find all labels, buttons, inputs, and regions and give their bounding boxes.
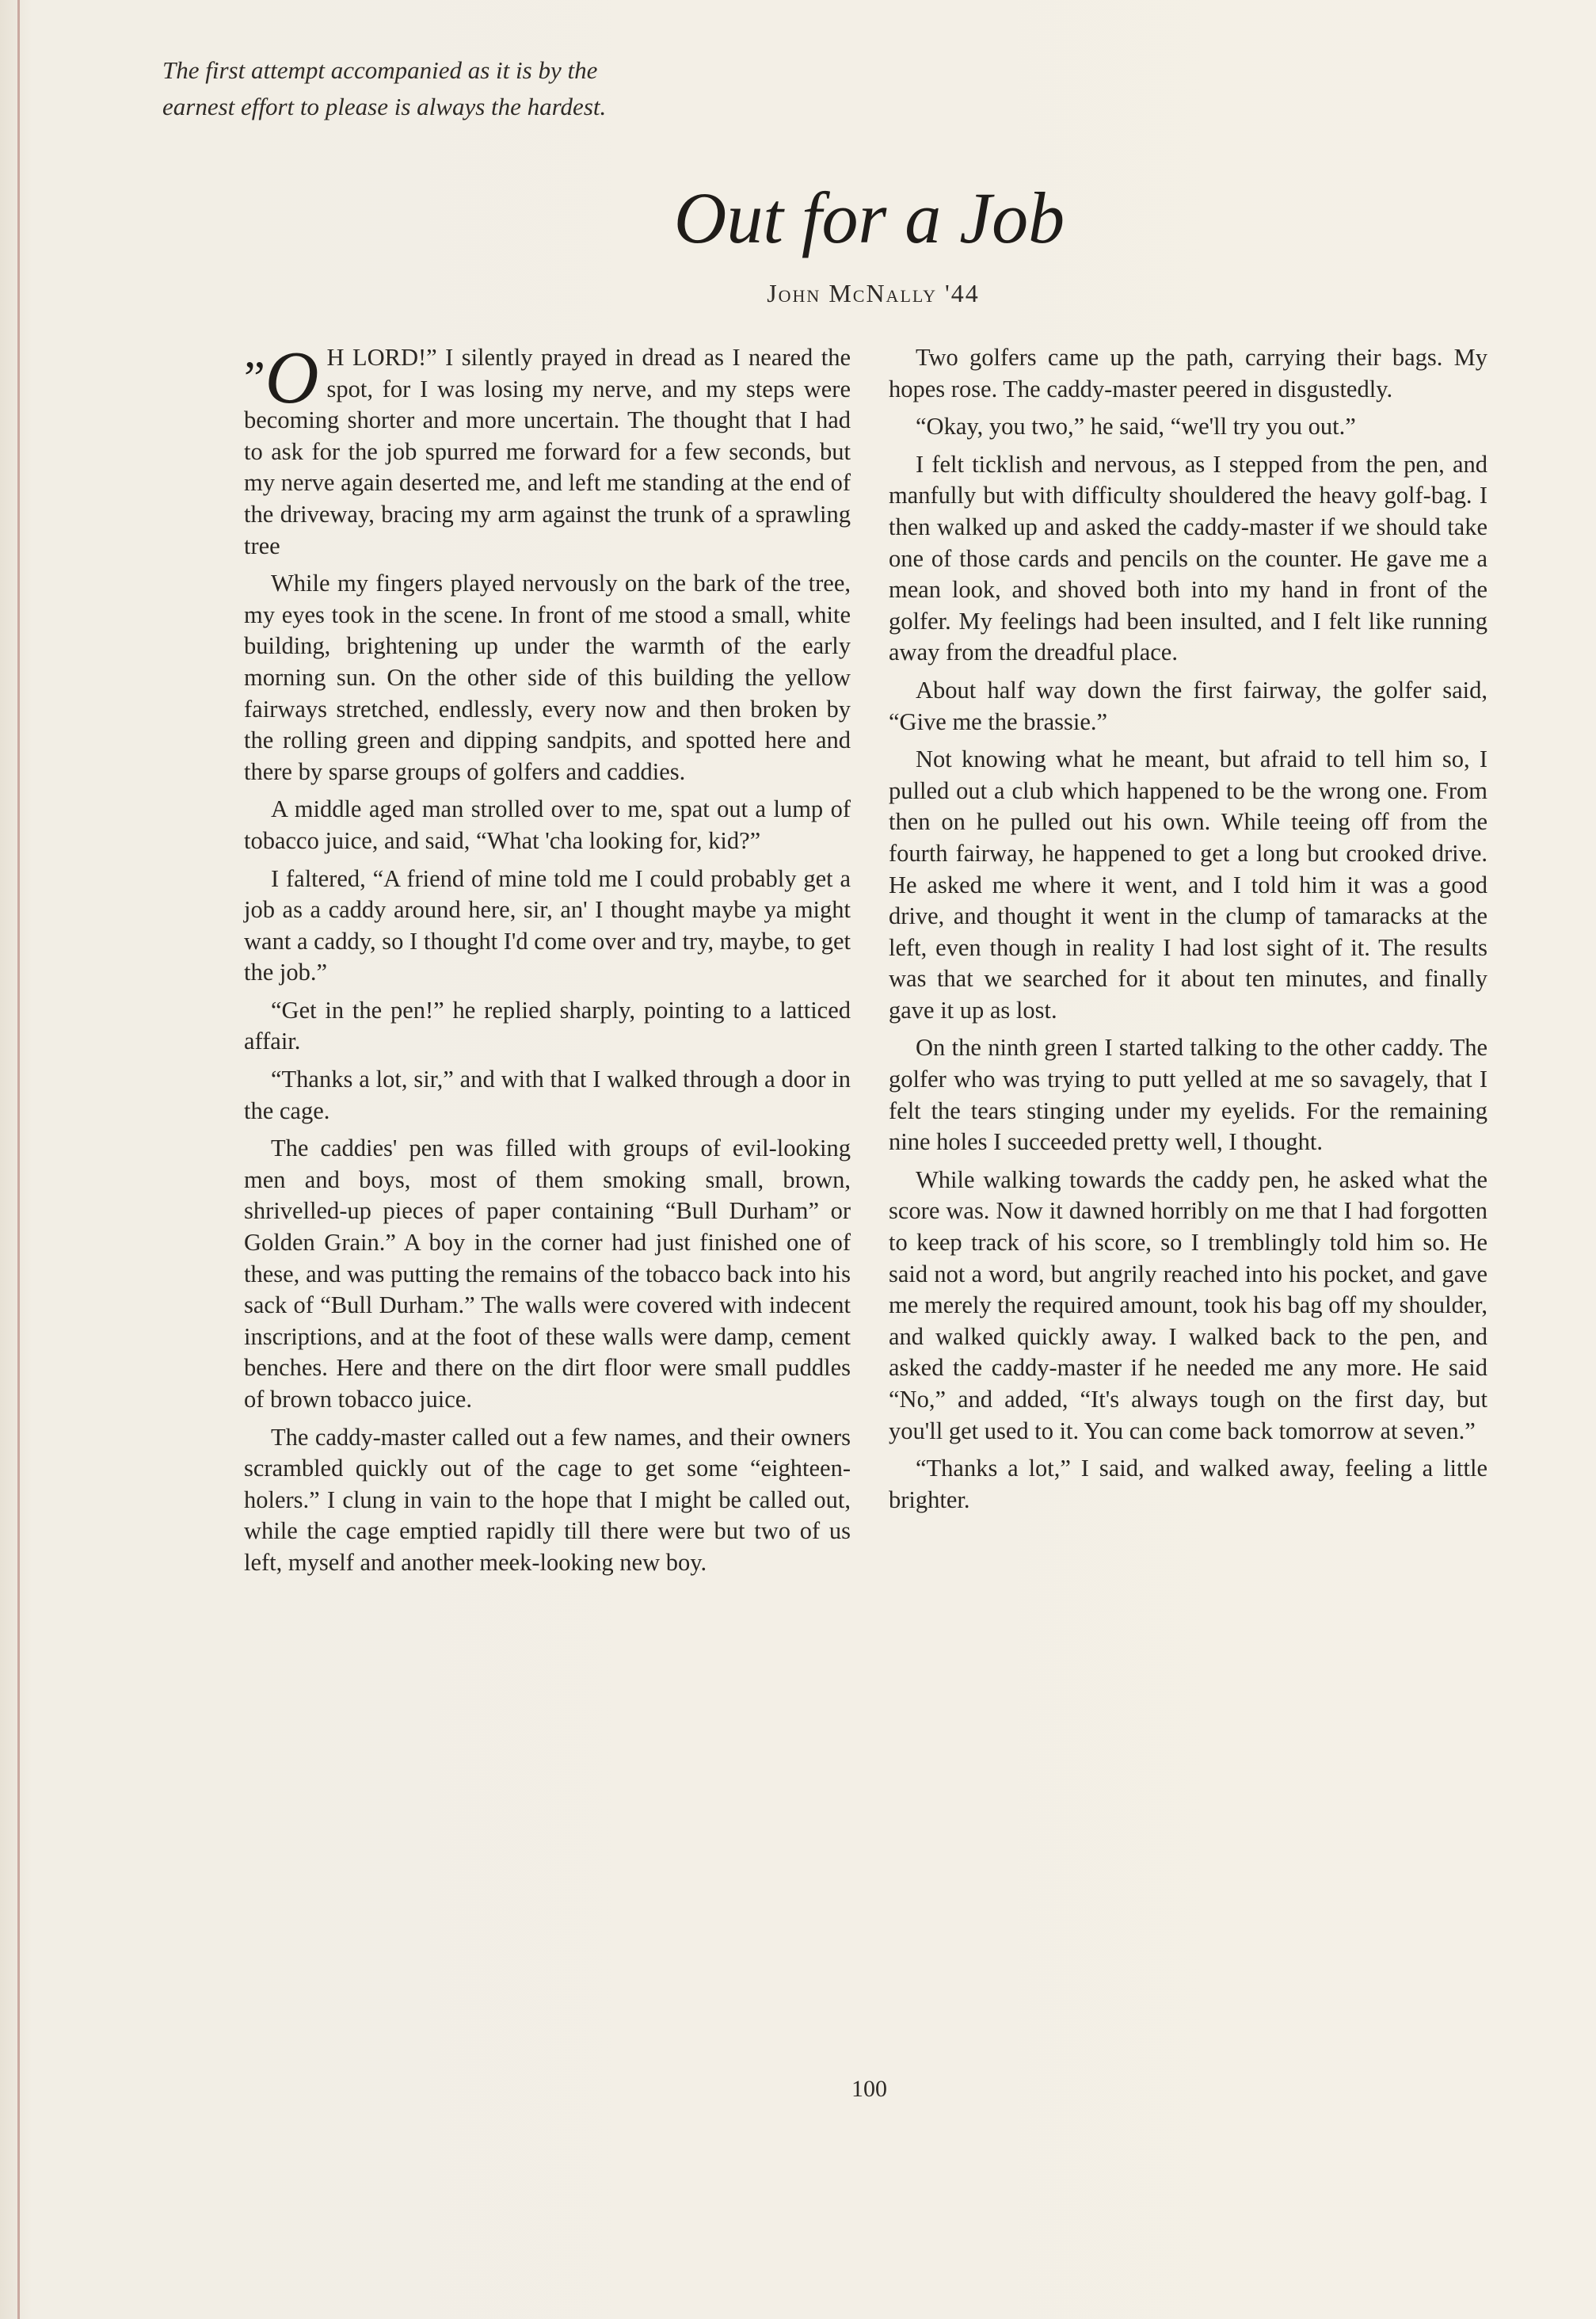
paragraph: While my fingers played nervously on the bark of the tree, my eyes took in the scene. In front of me stood a small, white building, brightening up under the warmth of the early morning sun. On the other side of this building the yellow fairways stretched, endlessly, every now and then broken by the rolling green and dipping sandpits, and spotted here and there by sparse groups of golfers and caddies. [244,570,851,785]
drop-cap [244,337,319,419]
paragraph: Not knowing what he meant, but afraid to tell him so, I pulled out a club which happened to be the wrong one. From then on he pulled out his own. While teeing off from the fourth fairway, he happened to get a long but crooked drive. He asked me where it went, and I told him it was a good drive, and thought it went in the clump of tamaracks at the left, even though in reality I had lost sight of it. The results was that we searched for it about ten minutes, and finally gave it up as lost. [889,746,1487,1024]
paragraph: I faltered, “A friend of mine told me I could probably get a job as a caddy around here, sir, an' I thought maybe ya might want a caddy, so I thought I'd come over and try, maybe, to get the job.” [244,864,851,986]
right-column [889,342,1487,1522]
page-number: 100 [851,2076,887,2102]
epigraph-line-2: earnest effort to please is always the hardest. [162,93,607,120]
drop-cap-quote: ” [244,352,265,404]
paragraph: I felt ticklish and nervous, as I stepped from the pen, and manfully but with difficulty shouldered the heavy golf-bag. I then walked up and asked the caddy-master if we should take one of those cards and pencils on the counter. He gave me a mean look, and shoved both into my hand in front of the golfer. My feelings had been insulted, and I felt like running away from the dreadful place. [889,450,1487,666]
paragraph [244,337,851,562]
paragraph: “Thanks a lot,” I said, and walked away, feeling a little brighter. [889,1455,1487,1513]
paragraph: The caddies' pen was filled with groups of evil-looking men and boys, most of them smoking small, brown, shrivelled-up pieces of paper containing “Bull Durham” or Golden Grain.” A boy in the corner had just finished one of these, and was putting the remains of the tobacco back into his sack of “Bull Durham.” The walls were covered with indecent inscriptions, and at the foot of these walls were damp, cement benches. Here and there on the dirt floor were small puddles of brown tobacco juice. [244,1135,851,1413]
paragraph: “Thanks a lot, sir,” and with that I walked through a door in the cage. [244,1066,851,1124]
paragraph: A middle aged man strolled over to me, spat out a lump of tobacco juice, and said, “What 'cha looking for, kid?” [244,795,851,854]
paragraph: “Okay, you two,” he said, “we'll try you out.” [916,413,1356,441]
paragraph: “Get in the pen!” he replied sharply, pointing to a latticed affair. [244,996,851,1055]
paragraph-text: H LORD!” I silently prayed in dread as I neared the spot, for I was losing my nerve, and my steps were becoming shorter and more uncertain. The thought that I had to ask for the job spurred me forward for a few seconds, but my nerve again deserted me, and left me standing at the end of the driveway, bracing my arm against the trunk of a sprawling tree [244,344,851,559]
article-byline: John McNally '44 [767,279,980,307]
paragraph: On the ninth green I started talking to the other caddy. The golfer who was trying to putt yelled at me so savagely, that I felt the tears stinging under my eyelids. For the remaining nine holes I succeeded pretty well, I thought. [889,1034,1487,1156]
epigraph-line-1: The first attempt accompanied as it is by the [162,56,598,84]
drop-cap-letter: O [265,337,319,419]
left-column [244,337,851,1585]
paragraph: While walking towards the caddy pen, he asked what the score was. Now it dawned horribly on me that I had forgotten to keep track of his score, so I tremblingly told him so. He said not a word, but angrily reached into his pocket, and gave me merely the required amount, took his bag off my shoulder, and walked quickly away. I walked back to the pen, and asked the caddy-master if he needed me any more. He said “No,” and added, “It's always tough on the first day, but you'll get used to it. You can come back tomorrow at seven.” [889,1165,1487,1444]
epigraph [162,52,812,125]
paragraph: The caddy-master called out a few names, and their owners scrambled quickly out of the cage to get some “eighteen-holers.” I clung in vain to the hope that I might be called out, while the cage emptied rapidly till there were but two of us left, myself and another meek-looking new boy. [244,1423,851,1576]
article-title: Out for a Job [673,177,1065,258]
paragraph: About half way down the first fairway, the golfer said, “Give me the brassie.” [889,676,1487,735]
page-edge [17,0,20,2319]
paragraph: Two golfers came up the path, carrying their bags. My hopes rose. The caddy-master peered in disgustedly. [889,344,1487,402]
